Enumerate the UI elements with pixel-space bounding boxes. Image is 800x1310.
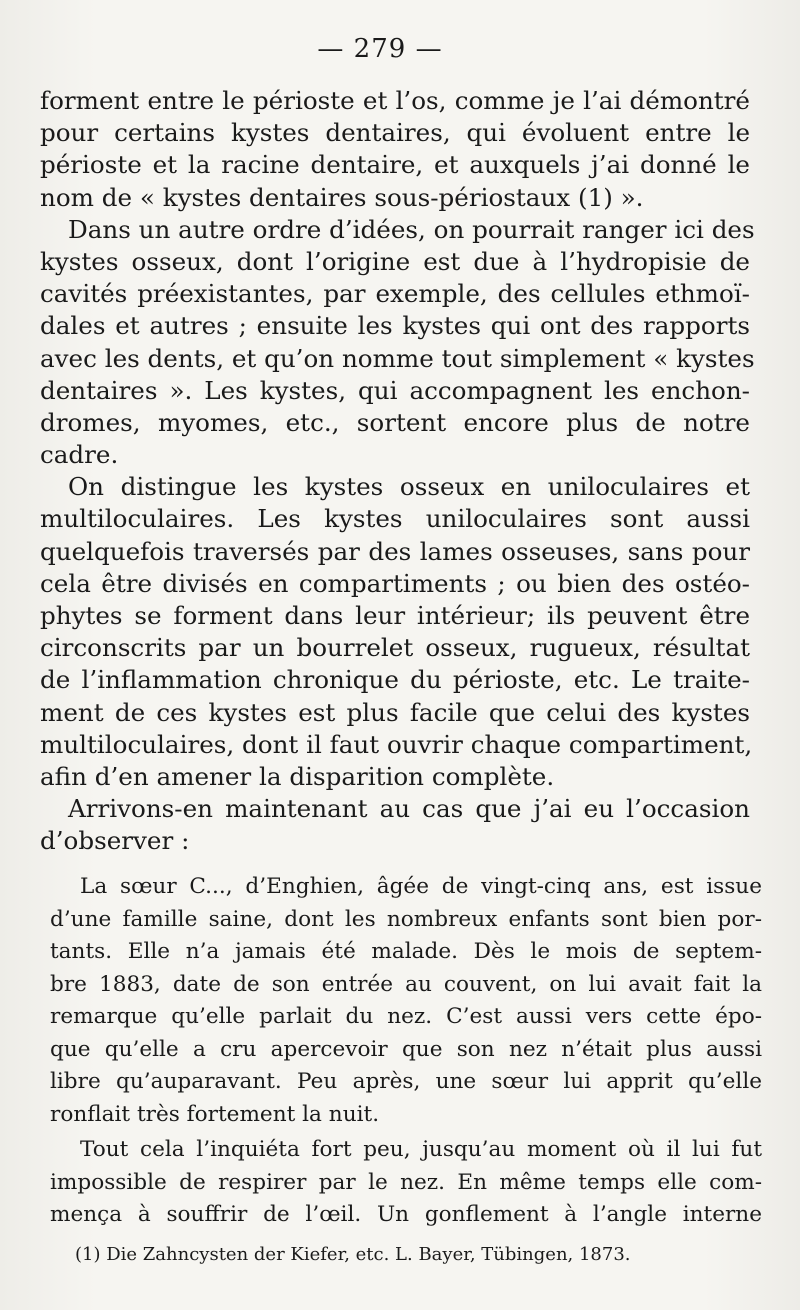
text-line: remarque qu’elle parlait du nez. C’est aussi vers cette épo-	[50, 1004, 762, 1029]
text-line: On distingue les kystes osseux en uniloculaires et	[68, 472, 750, 502]
text-line: cela être divisés en compartiments ; ou bien des ostéo-	[40, 568, 750, 598]
paragraph	[40, 214, 755, 472]
footnote: (1) Die Zahncysten der Kiefer, etc. L. Bayer, Tübingen, 1873.	[75, 1244, 631, 1265]
case-report	[50, 871, 762, 1232]
text-line: mença à souffrir de l’œil. Un gonflement à l’angle interne	[50, 1202, 762, 1227]
body-text	[40, 85, 755, 858]
text-line: d’une famille saine, dont les nombreux enfants sont bien por-	[50, 906, 762, 932]
text-line: que qu’elle a cru apercevoir que son nez n’était plus aussi	[50, 1036, 762, 1062]
text-line: bre 1883, date de son entrée au couvent, on lui avait fait la	[50, 971, 762, 997]
text-line: cadre.	[40, 440, 119, 470]
text-line: dales et autres ; ensuite les kystes qui ont des rapports	[40, 311, 750, 341]
text-line: dentaires ». Les kystes, qui accompagnent les enchon-	[40, 375, 750, 405]
text-line: périoste et la racine dentaire, et auxquels j’ai donné le	[40, 150, 750, 180]
text-line: impossible de respirer par le nez. En même temps elle com-	[50, 1169, 762, 1195]
paragraph	[40, 793, 750, 857]
paragraph	[50, 871, 762, 1131]
text-line: libre qu’auparavant. Peu après, une sœur lui apprit qu’elle	[50, 1069, 762, 1094]
text-line: nom de « kystes dentaires sous-périostaux (1) ».	[40, 182, 644, 212]
text-line: Dans un autre ordre d’idées, on pourrait ranger ici des	[68, 214, 755, 244]
text-line: forment entre le périoste et l’os, comme je l’ai démontré	[40, 86, 750, 115]
text-line: multiloculaires. Les kystes uniloculaires sont aussi	[40, 504, 750, 534]
text-line: kystes osseux, dont l’origine est due à l’hydropisie de	[40, 246, 750, 276]
text-line: afin d’en amener la disparition complète.	[40, 761, 555, 791]
text-line: ment de ces kystes est plus facile que celui des kystes	[40, 697, 750, 727]
paragraph	[50, 1134, 762, 1232]
text-line: circonscrits par un bourrelet osseux, rugueux, résultat	[40, 633, 750, 663]
text-line: avec les dents, et qu’on nomme tout simplement « kystes	[40, 343, 755, 373]
paragraph	[40, 471, 753, 793]
text-line: ronflait très fortement la nuit.	[50, 1101, 380, 1127]
text-line: pour certains kystes dentaires, qui évoluent entre le	[40, 118, 750, 148]
text-line: quelquefois traversés par des lames osseuses, sans pour	[40, 536, 750, 566]
text-line: cavités préexistantes, par exemple, des cellules ethmoï-	[40, 279, 750, 309]
text-line: d’observer :	[40, 826, 190, 856]
text-line: de l’inflammation chronique du périoste, etc. Le traite-	[40, 665, 750, 695]
text-line: dromes, myomes, etc., sortent encore plus de notre	[40, 407, 750, 437]
text-line: Arrivons-en maintenant au cas que j’ai eu l’occasion	[68, 794, 750, 824]
text-line: Tout cela l’inquiéta fort peu, jusqu’au moment où il lui fut	[80, 1137, 762, 1162]
text-line: phytes se forment dans leur intérieur; ils peuvent être	[40, 601, 750, 630]
page-number: — 279 —	[317, 34, 443, 64]
text-line: tants. Elle n’a jamais été malade. Dès le mois de septem-	[50, 939, 762, 964]
text-line: La sœur C..., d’Enghien, âgée de vingt-cinq ans, est issue	[80, 874, 762, 899]
text-line: multiloculaires, dont il faut ouvrir chaque compartiment,	[40, 729, 753, 759]
paragraph	[40, 85, 750, 214]
